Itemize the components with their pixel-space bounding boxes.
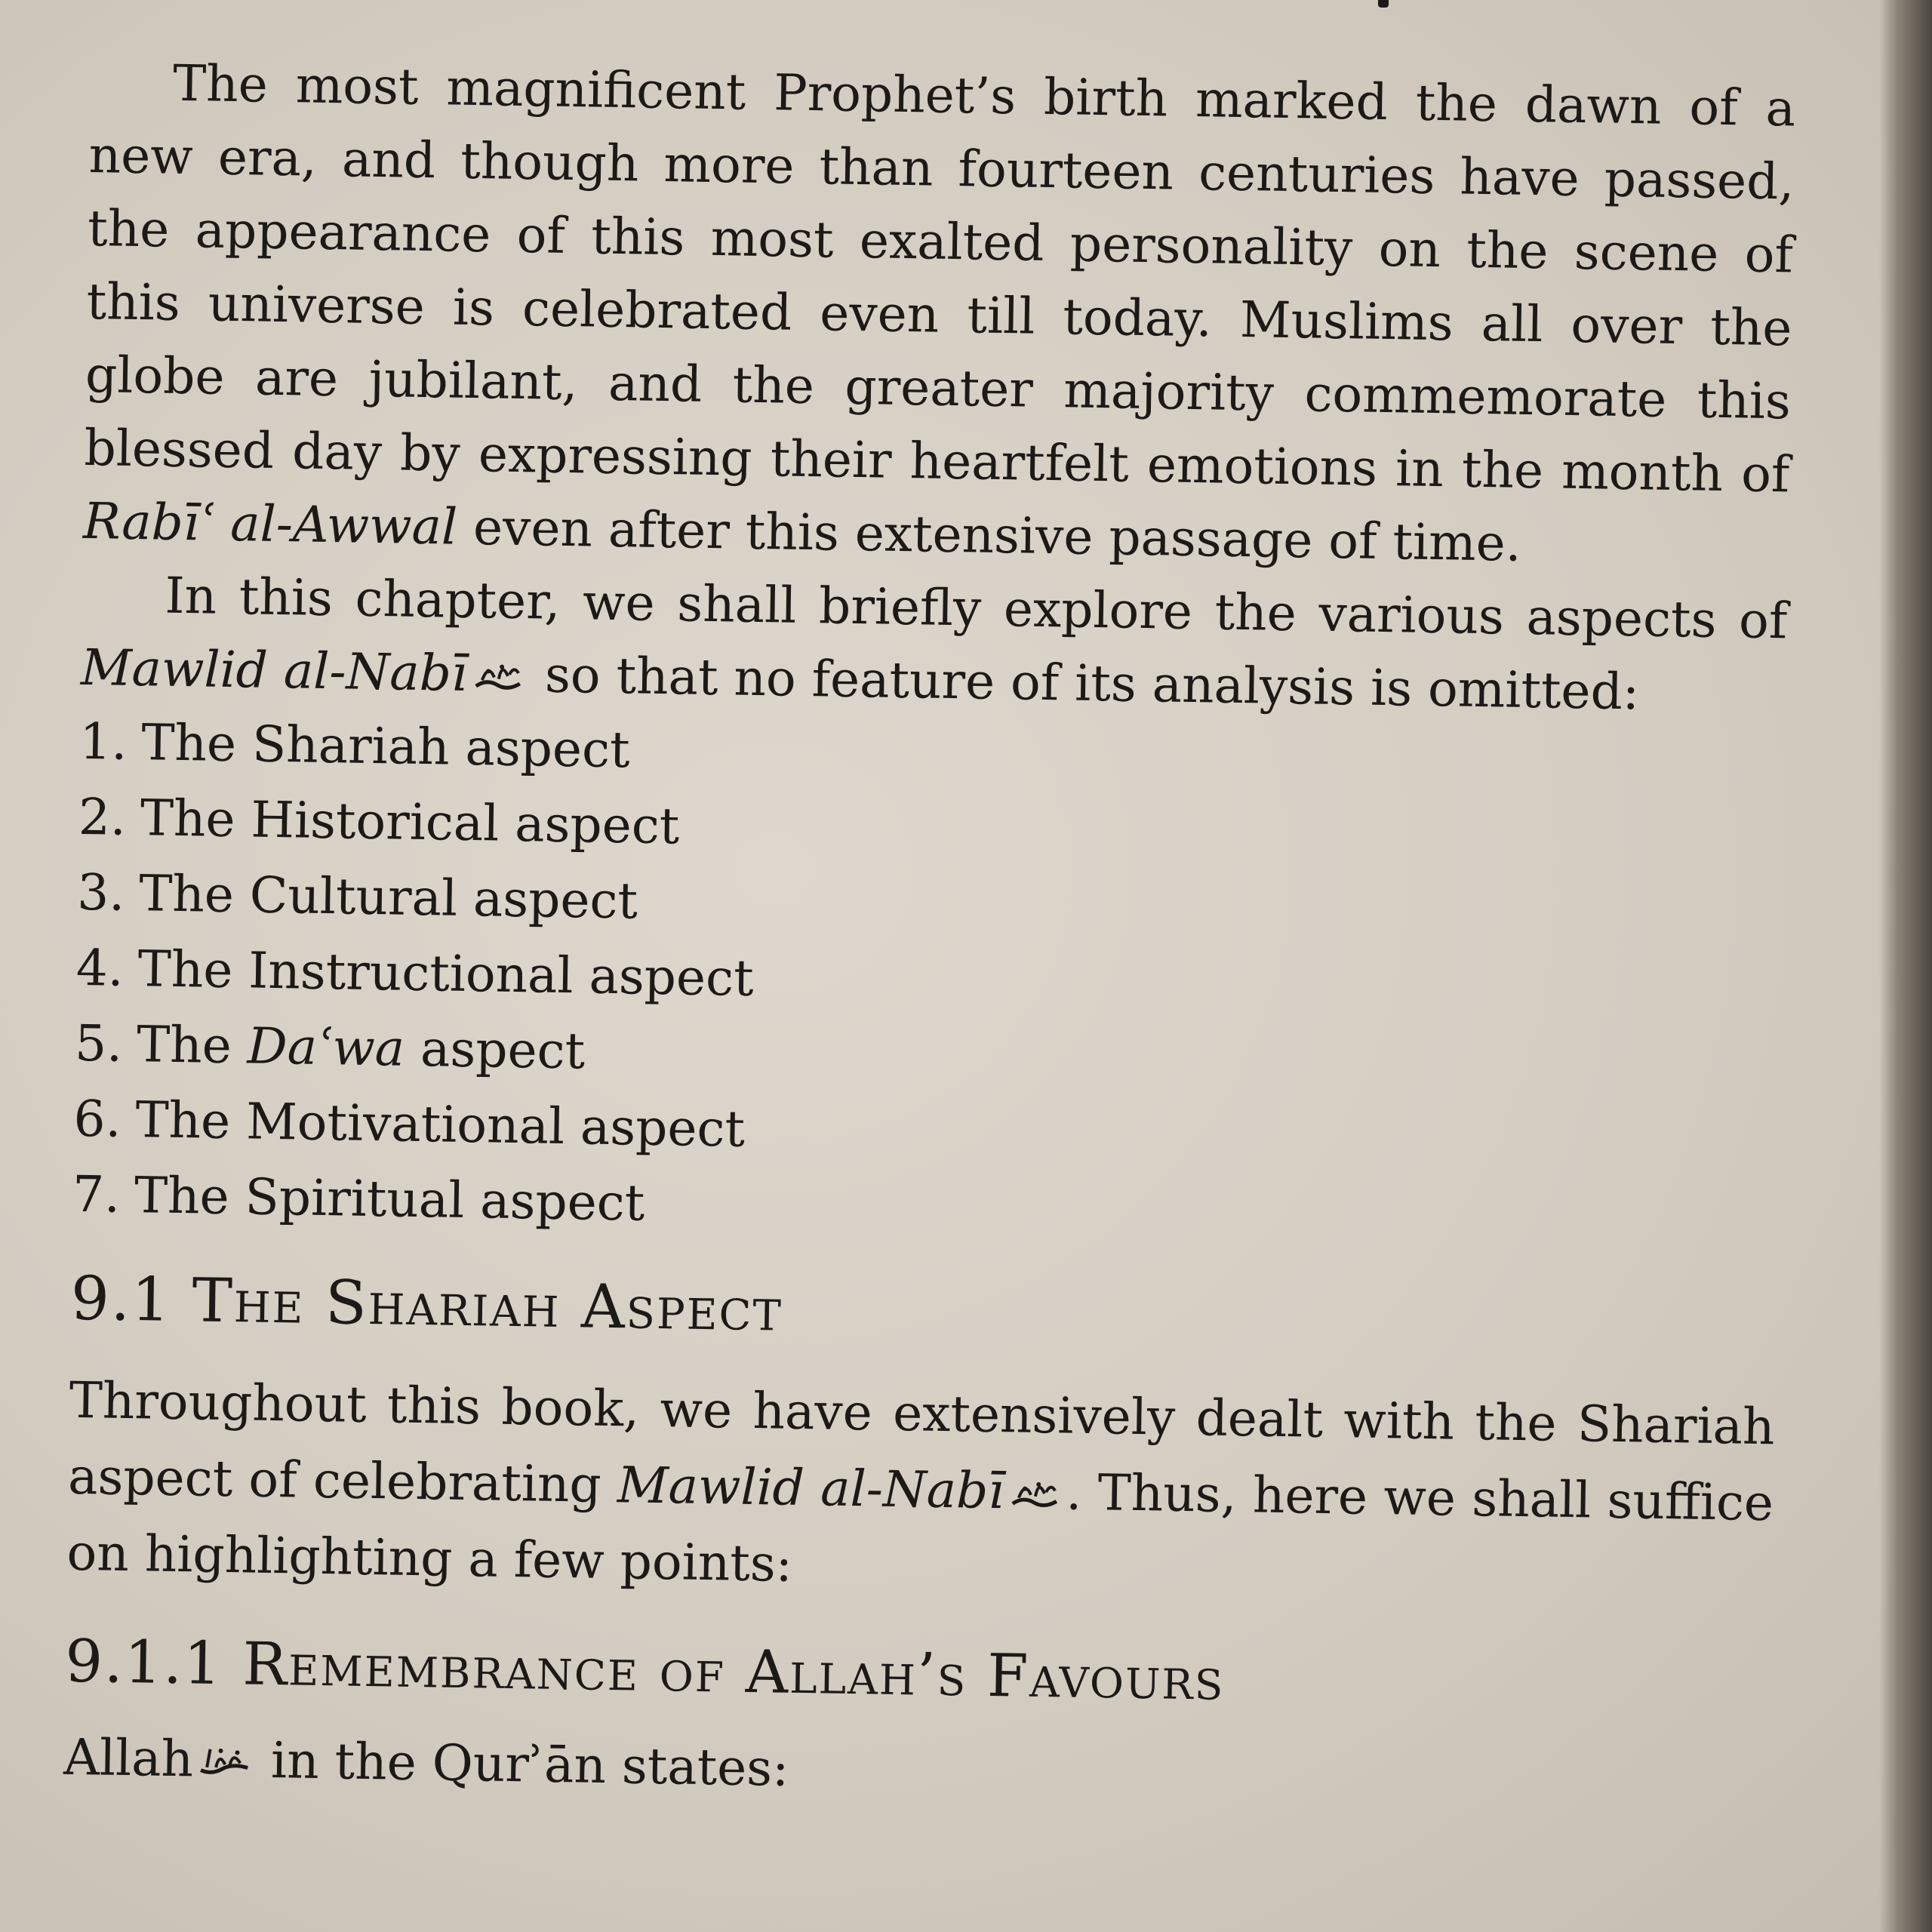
intro-p1-italic: Rabīʿ al-Awwal xyxy=(82,491,458,556)
list-item-number: 1. xyxy=(78,712,128,771)
list-item-label: The Historical aspect xyxy=(140,789,680,856)
section-body-text-a: Throughout this book, we have extensively dealt with the Shariah aspect of celebrating xyxy=(67,1371,1776,1515)
list-item-label: The Motivational aspect xyxy=(135,1091,746,1158)
section-body xyxy=(66,1362,1775,1617)
list-item-label-pre: The xyxy=(136,1015,248,1075)
intro-p2-text-b: so that no feature of its analysis is omitted: xyxy=(528,645,1640,721)
intro-paragraph-1 xyxy=(82,45,1795,584)
section-body-italic: Mawlid al-Nabī xyxy=(617,1456,1005,1521)
list-item-label-post: aspect xyxy=(404,1019,586,1081)
list-item-label-italic: Daʿwa xyxy=(247,1017,405,1078)
book-spine-shadow xyxy=(1879,0,1932,1932)
page-text xyxy=(63,45,1796,1822)
subsection-body-text-b: in the Qurʾān states: xyxy=(254,1730,789,1798)
intro-p2-italic: Mawlid al-Nabī xyxy=(80,638,468,703)
list-item-number: 2. xyxy=(78,787,127,847)
list-item-number: 5. xyxy=(74,1014,123,1073)
list-item-number: 4. xyxy=(75,938,125,998)
salawat-calligraphy-icon xyxy=(1008,1473,1062,1512)
section-body-text-b: . Thus, here we shall suffice on highlighting a few points: xyxy=(66,1463,1774,1593)
intro-paragraph-2 xyxy=(80,558,1788,731)
section-heading: 9.1 The Shariah Aspect xyxy=(70,1263,783,1345)
list-item-number: 3. xyxy=(76,863,125,922)
intro-p1-text-b: even after this extensive passage of time. xyxy=(457,497,1522,573)
list-item-number: 6. xyxy=(73,1089,122,1149)
page-edge-mark xyxy=(1378,0,1389,8)
intro-p1-text-a: The most magnificent Prophet’s birth marked the dawn of a new era, and though more than fourteen centuries have passed, the appearance of this most exalted personality on the scene of this universe is celebrated even till today. Muslims all over the globe are jubilant, and the greater majority commemorate this blessed day by expressing their heartfelt emotions in the month of xyxy=(84,54,1796,504)
list-item-label: The Cultural aspect xyxy=(138,864,638,931)
salawat-calligraphy-icon xyxy=(472,656,525,694)
list-item-label: The Shariah aspect xyxy=(140,713,631,780)
list-item-label: The Spiritual aspect xyxy=(134,1166,645,1232)
list-item-label: The Instructional aspect xyxy=(137,940,755,1008)
intro-p2-text-a: In this chapter, we shall briefly explore the various aspects of xyxy=(164,566,1788,651)
subsection-body-text-a: Allah xyxy=(63,1727,194,1789)
azza-wa-jalla-calligraphy-icon xyxy=(198,1742,251,1780)
list-item-number: 7. xyxy=(72,1164,121,1224)
subsection-heading: 9.1.1 Remembrance of Allah’s Favours xyxy=(64,1627,1226,1714)
subsection-body xyxy=(63,1719,1770,1822)
aspects-list xyxy=(72,704,1786,1259)
